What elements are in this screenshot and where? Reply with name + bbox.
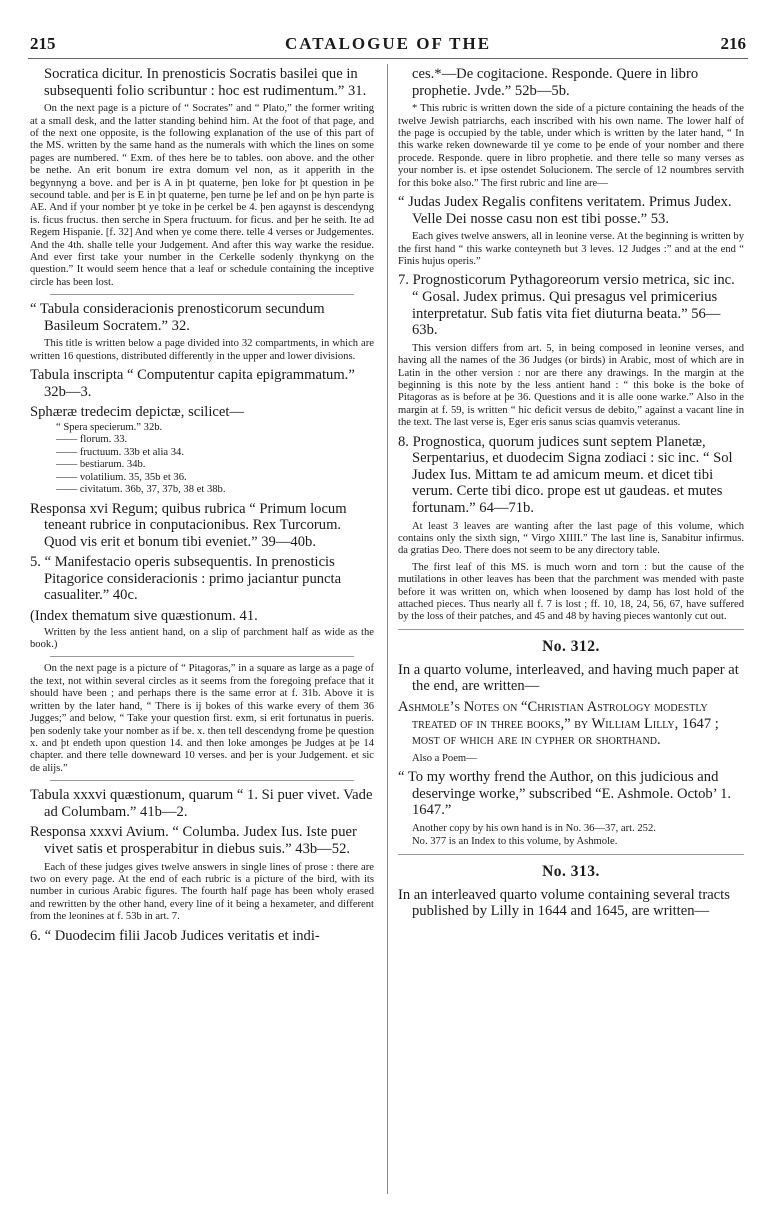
section-heading-312: No. 312. — [542, 637, 600, 655]
list-item: —— civitatum. 36b, 37, 37b, 38 et 38b. — [56, 484, 226, 496]
entry-text: 8. Prognostica, quorum judices sunt septem Planetæ, Serpentarius, et duodecim Signa zodiaci : sic inc. “ Sol Judex Ius. Mittam te ad amicum meum. et dicet tibi verum. Certe tibi dico. prope est ut gaudeas. et mutes fortunam.” 64—71b. — [398, 433, 733, 517]
entry-text: ces.*—De cogitacione. Responde. Quere in libro prophetie. Jvde.” 52b—5b. — [412, 66, 699, 99]
entry-text: Tabula inscripta “ Computentur capita epigrammatum.” 32b—3. — [30, 367, 355, 400]
entry-text: Tabula xxxvi quæstionum, quarum “ 1. Si puer vivet. Vade ad Columbam.” 41b—2. — [30, 787, 373, 820]
spheres-list — [30, 422, 374, 496]
note-paragraph: This title is written below a page divided into 32 compartments, in which are written 16 questions, distributed differently in the upper and lower divisions. — [30, 338, 374, 362]
list-item: “ Spera specierum.” 32b. — [56, 422, 163, 434]
footnote: * This rubric is written down the side of a picture containing the heads of the twelve Jewish patriarchs, each inscribed with his own name. The lower half of the page is occupied by the table, under which is written by the later hand, “ In this warke reken downewarde til ye come to þe ende of your nomber and there procede. Responde. quere in libro prophetie. and there telle so many verses as your nomber is. et ipse ostendet Solucionem. The sercle of 12 noumbres servith for this boke also.” The first rubric and line are— — [398, 103, 744, 189]
entry-text: (Index thematum sive quæstionum. 41. — [30, 608, 258, 625]
note-paragraph: On the next page is a picture of “ Pitagoras,” in a square as large as a page of the text, not within several circles as it seems from the foregoing preface that it should have been ; and perhaps there is the same error at f. 31b. Above it is written by the later hand, “ There is ij bokes of this warke every of them 36 Jugges;” and below, “ Take your question first. exm, si erit fortunatus in pueris. þen sodenly take your nomber as if be. x. then tell descendyng frome þe question x. and þt endeth upon question 14. and then loke amonges þe Judges at þe 14 chapter. and there telle downeward 10 verses. and þer is your Judgement. et sic de alijs.” — [30, 663, 374, 774]
note-paragraph: Another copy by his own hand is in No. 36—37, art. 252. — [412, 823, 656, 835]
note-paragraph: The first leaf of this MS. is much worn and torn : but the cause of the mutilations in other leaves has been that the parchment was mended with paste before it was written on, which when loosened by damp has lost hold of the attached pieces. Thus nearly all f. 7 is lost ; ff. 10, 18, 24, 56, 67, have suffered by the loss of their patches, and 45 and 48 by having pieces wantonly cut out. — [398, 561, 744, 623]
note-paragraph: Written by the less antient hand, on a slip of parchment half as wide as the book.) — [30, 626, 374, 651]
note-paragraph: On the next page is a picture of “ Socrates” and “ Plato,” the former writing at a small desk, and the latter standing behind him. At the foot of that page, and of the next one opposite, is the following explanation of the use of this part of the MS. written by the same hand as the numerals with which the lines on some pages are numbered. “ Exm. of thes here be to tables. oon above. and the other be nethe. An erit bonum ire extra domum vel non, as it apperith in the begynnyng a bove. and þer is A in þt quaterne, þen loke for þt question in þe secound table. and þer is E in þt quaterne, þen turne þe lef and on þe hyn parte is AE. And if your nomber þt ye toke in þe cerkel be 4. þen agaynst is descendyng is. ficus fructus. then serche in Spera fructuum. for ficus. and þer he seith. Ite ad Regem Hispanie. [f. 32] And when ye come there. telle 4 verses or Judgementes. And the 4th. shalle telle your Judgement. And after this way warke the residue. And ever first take your number in the Cerkelle sodenly thynkyng on the question.” It would seem hence that a leaf or schedule containing the inceptive circle has been lost. — [30, 103, 374, 288]
column-divider — [387, 64, 388, 1194]
entry-text: Ashmole’s Notes on “Christian Astrology modestly treated of in three books,” by William Lilly, 1647 ; most of which are in cypher or shorthand. — [398, 699, 719, 749]
separator — [398, 854, 744, 855]
list-item: —— fructuum. 33b et alia 34. — [56, 446, 184, 458]
separator — [50, 294, 354, 295]
entry-text: Responsa xvi Regum; quibus rubrica “ Primum locum teneant rubrice in conputacionibus. Rex Turcorum. Quod vis erit et bonum tibi eveniet.” 39—40b. — [30, 500, 347, 550]
note-paragraph: Each of these judges gives twelve answers in single lines of prose : there are two on every page. At the end of each rubric is a picture of the bird, with its number in curious Arabic figures. The fourth half page has been wholy erased and rewritten by the other hand, every line of it being a hexameter, and different from the leonines at f. 53b in art. 7. — [30, 861, 374, 923]
entry-text: 7. Prognosticorum Pythagoreorum versio metrica, sic inc. “ Gosal. Judex primus. Qui presagus vel primicerius interpretatur. Sub fatis vita fiet diuturna beata.” 56—63b. — [398, 272, 735, 339]
entry-text: Responsa xxxvi Avium. “ Columba. Judex Ius. Iste puer vivet satis et prosperabitur in diebus suis.” 43b—52. — [30, 824, 357, 857]
left-column — [30, 66, 374, 948]
page-number-left: 215 — [30, 34, 56, 53]
entry-text: “ Judas Judex Regalis confitens veritatem. Primus Judex. Velle Dei nosse casu non est tibi posse.” 53. — [398, 194, 732, 227]
entry-text: “ Tabula consideracionis prenosticorum secundum Basileum Socratem.” 32. — [30, 301, 325, 334]
entry-text: 6. “ Duodecim filii Jacob Judices veritatis et indi- — [30, 927, 320, 944]
entry-text: In a quarto volume, interleaved, and having much paper at the end, are written— — [398, 661, 739, 695]
note-paragraph: No. 377 is an Index to this volume, by Ashmole. — [412, 836, 618, 848]
entry-text: In an interleaved quarto volume containing several tracts published by Lilly in 1644 and 1645, are written— — [398, 886, 730, 920]
list-item: —— florum. 33. — [56, 434, 128, 446]
section-heading-313: No. 313. — [542, 862, 600, 880]
running-header — [28, 34, 748, 59]
entry-text: Sphæræ tredecim depictæ, scilicet— — [30, 404, 244, 421]
note-paragraph: Each gives twelve answers, all in leonine verse. At the beginning is written by the first hand “ this warke conteyneth but 3 leves. 12 Judges :” and at the end “ Finis hujus operis.” — [398, 231, 744, 268]
right-column — [398, 66, 744, 924]
entry-text: 5. “ Manifestacio operis subsequentis. In prenosticis Pitagorice consideracionis : primo jaciantur puncta casualiter.” 40c. — [30, 554, 342, 604]
separator — [398, 629, 744, 630]
note-paragraph: Also a Poem— — [412, 752, 477, 764]
note-paragraph: This version differs from art. 5, in being composed in leonine verses, and having all the names of the 36 Judges (or birds) in Arabic, most of which are in Latin in the other version : nor are there any drawings. In the margin at the beginning is this note by the less antient hand : “ this boke is the boke of Pitagoras as is before at þe 36. Questions and it is alle oone warke.” Also in the margin at f. 59, is written “ hic deficit versus de debito,” against a vacant line in the text. The last verse is, Eger eris sanus scias quamvis veteranus. — [398, 342, 744, 429]
list-item: —— volatilium. 35, 35b et 36. — [56, 471, 187, 483]
page-number-right: 216 — [720, 34, 746, 53]
note-paragraph: At least 3 leaves are wanting after the last page of this volume, which contains only the sixth sign, “ Virgo XIIII.” The last line is, Sanabitur infirmus. da gratias Deo. There does not seem to be any directory table. — [398, 520, 744, 557]
entry-text: “ To my worthy frend the Author, on this judicious and deservinge worke,” subscribed “E. Ashmole. Octob’ 1. 1647.” — [398, 769, 732, 819]
separator — [50, 780, 354, 781]
entry-text: Socratica dicitur. In prenosticis Socratis basilei que in subsequenti folio scribuntur : hoc est rudimentum.” 31. — [44, 66, 367, 99]
running-title: CATALOGUE OF THE — [284, 34, 492, 53]
list-item: —— bestiarum. 34b. — [56, 459, 146, 471]
separator — [50, 656, 354, 657]
